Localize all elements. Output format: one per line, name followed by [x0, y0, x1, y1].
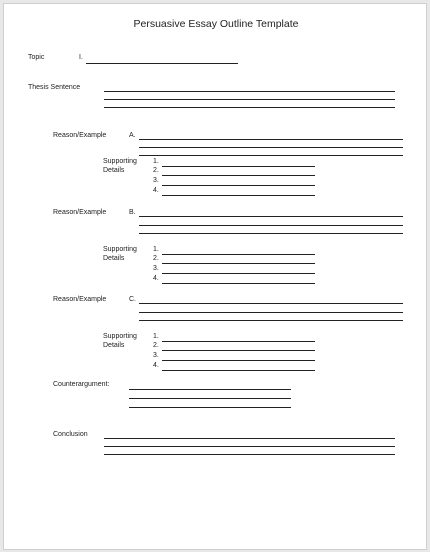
detail-number: 2.: [153, 342, 159, 349]
reason-label: Reason/Example: [53, 132, 107, 139]
thesis-label: Thesis Sentence: [28, 84, 81, 91]
detail-line[interactable]: [162, 341, 315, 342]
thesis-line[interactable]: [104, 107, 395, 108]
reason-line[interactable]: [139, 216, 403, 217]
supporting-label: Supporting: [103, 333, 137, 340]
detail-number: 4.: [153, 187, 159, 194]
detail-number: 4.: [153, 275, 159, 282]
supporting-label: Supporting: [103, 246, 137, 253]
reason-line[interactable]: [139, 320, 403, 321]
reason-line[interactable]: [139, 147, 403, 148]
detail-line[interactable]: [162, 360, 315, 361]
detail-number: 1.: [153, 158, 159, 165]
detail-number: 2.: [153, 255, 159, 262]
counterargument-label: Counterargument:: [53, 381, 110, 388]
reason-line[interactable]: [139, 139, 403, 140]
counterargument-line[interactable]: [129, 407, 291, 408]
reason-line[interactable]: [139, 312, 403, 313]
counterargument-line[interactable]: [129, 398, 291, 399]
details-label: Details: [103, 167, 125, 174]
thesis-line[interactable]: [104, 91, 395, 92]
reason-letter: C.: [129, 296, 136, 303]
reason-line[interactable]: [139, 225, 403, 226]
topic-line[interactable]: [86, 63, 238, 64]
thesis-line[interactable]: [104, 99, 395, 100]
detail-number: 3.: [153, 352, 159, 359]
reason-letter: B.: [129, 209, 136, 216]
reason-line[interactable]: [139, 303, 403, 304]
reason-label: Reason/Example: [53, 209, 107, 216]
detail-line[interactable]: [162, 166, 315, 167]
reason-line[interactable]: [139, 155, 403, 156]
page-title: Persuasive Essay Outline Template: [133, 18, 299, 30]
details-label: Details: [103, 255, 125, 262]
reason-line[interactable]: [139, 233, 403, 234]
detail-line[interactable]: [162, 175, 315, 176]
detail-number: 3.: [153, 177, 159, 184]
detail-number: 1.: [153, 333, 159, 340]
detail-line[interactable]: [162, 195, 315, 196]
reason-label: Reason/Example: [53, 296, 107, 303]
detail-number: 4.: [153, 362, 159, 369]
counterargument-line[interactable]: [129, 389, 291, 390]
detail-number: 3.: [153, 265, 159, 272]
detail-number: 1.: [153, 246, 159, 253]
detail-line[interactable]: [162, 254, 315, 255]
detail-line[interactable]: [162, 263, 315, 264]
topic-label: Topic: [28, 54, 45, 61]
conclusion-line[interactable]: [104, 438, 395, 439]
supporting-label: Supporting: [103, 158, 137, 165]
topic-numeral: I.: [79, 54, 83, 61]
detail-line[interactable]: [162, 283, 315, 284]
document-page: [3, 3, 427, 550]
detail-line[interactable]: [162, 185, 315, 186]
details-label: Details: [103, 342, 125, 349]
conclusion-line[interactable]: [104, 446, 395, 447]
conclusion-label: Conclusion: [53, 431, 88, 438]
detail-line[interactable]: [162, 350, 315, 351]
detail-line[interactable]: [162, 370, 315, 371]
reason-letter: A.: [129, 132, 136, 139]
detail-number: 2.: [153, 167, 159, 174]
detail-line[interactable]: [162, 273, 315, 274]
conclusion-line[interactable]: [104, 454, 395, 455]
